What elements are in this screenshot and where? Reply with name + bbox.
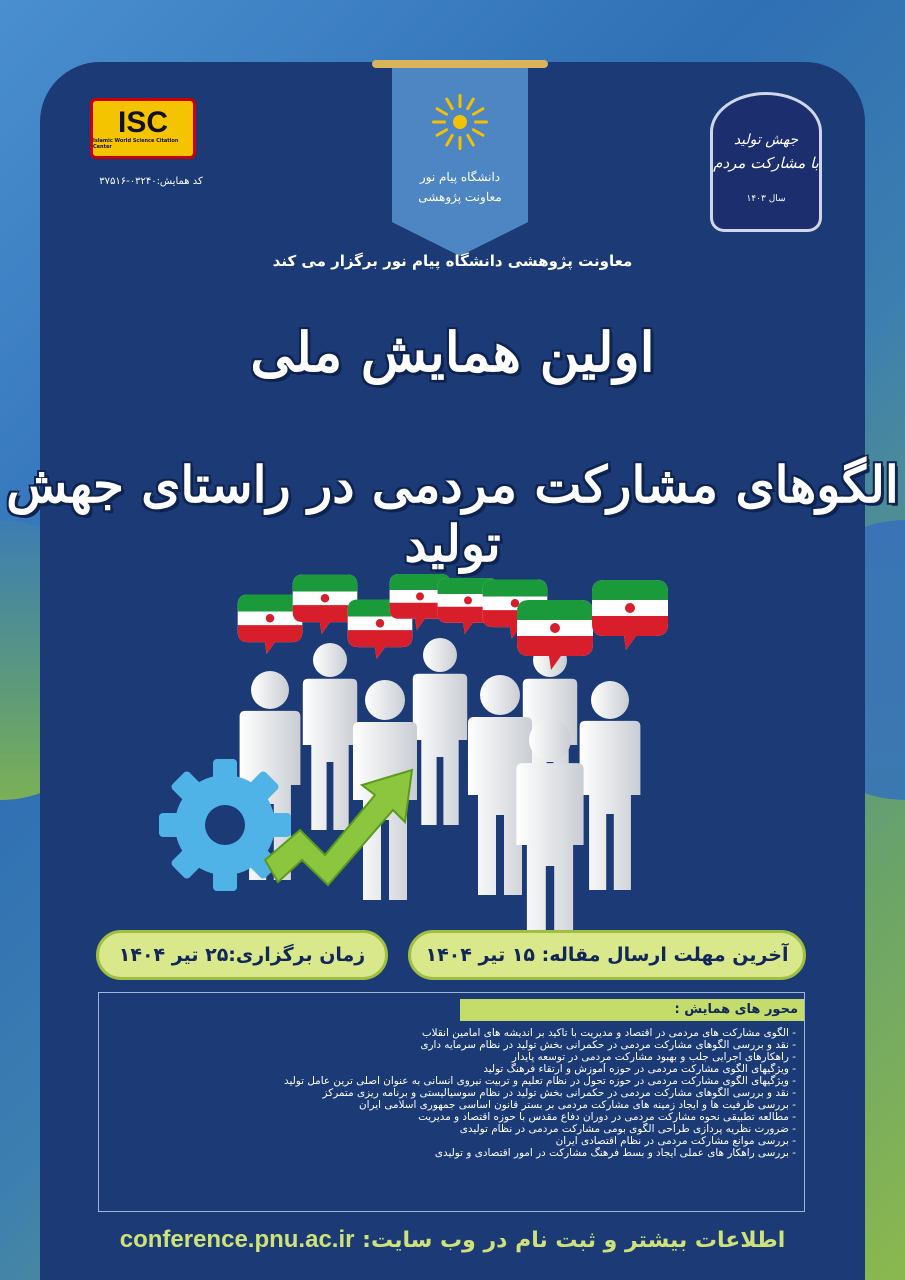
topic-item: - نقد و بررسی الگوهای مشارکت مردمی در حکمرانی بخش تولید در نظام سوسیالیستی و برنامه ریزی متمرکز <box>322 1087 796 1099</box>
footer <box>0 1226 905 1254</box>
title-line-1: اولین همایش ملی <box>250 320 655 384</box>
person-figure <box>580 681 641 890</box>
footer-label: اطلاعات بیشتر و ثبت نام در وب سایت: <box>362 1228 786 1253</box>
topic-item: - مطالعه تطبیقی نحوه مشارکت مردمی در دوران دفاع مقدس با حوزه اقتصاد و مدیریت <box>418 1111 796 1123</box>
topic-item: - ضرورت نظریه پردازی طراحی الگوی بومی مشارکت مردمی در نظام تولیدی <box>459 1123 796 1135</box>
website-link[interactable]: conference.pnu.ac.ir <box>119 1226 355 1253</box>
participation-illustration <box>150 560 750 930</box>
emblem-line-1: جهش تولید <box>733 132 799 148</box>
person-figure <box>303 643 357 830</box>
event-date-text: زمان برگزاری:۲۵ تیر ۱۴۰۴ <box>118 944 366 966</box>
emblem-line-2: با مشارکت مردم <box>713 154 819 172</box>
person-figure <box>413 638 467 825</box>
isc-logo-text: ISC <box>117 105 168 139</box>
submission-deadline-badge <box>408 930 806 980</box>
conference-code: کد همایش:۰۳۲۴۰-۳۷۵۱۶ <box>99 176 203 187</box>
topic-item: - ویژگیهای الگوی مشارکت مردمی در حوزه تحول در نظام تعلیم و تربیت نیروی انسانی به عنوان اصلی ترین عامل تولید <box>284 1075 796 1087</box>
topics-heading: محور های همایش : <box>460 999 804 1021</box>
organizer-text: معاونت پژوهشی دانشگاه پیام نور برگزار می کند <box>272 252 633 270</box>
topics-list <box>106 1027 796 1159</box>
university-banner <box>392 60 528 260</box>
banner-department-name: معاونت پژوهشی <box>418 190 502 204</box>
topic-item: - الگوی مشارکت های مردمی در اقتصاد و مدیریت با تاکید بر اندیشه های امامین انقلاب <box>421 1027 796 1039</box>
emblem-year: سال ۱۴۰۳ <box>746 194 786 204</box>
topics-box <box>98 992 805 1212</box>
topic-item: - بررسی موانع مشارکت مردمی در نظام اقتصادی ایران <box>555 1135 796 1147</box>
title-line-2: الگوهای مشارکت مردمی در راستای جهش تولید <box>6 455 899 573</box>
isc-logo <box>90 98 196 159</box>
isc-logo-subtitle: Islamic World Science Citation Center <box>93 137 179 150</box>
topic-item: - بررسی راهکار های عملی ایجاد و بسط فرهنگ مشارکت در امور اقتصادی و تولیدی <box>434 1147 796 1159</box>
event-date-badge <box>96 930 388 980</box>
topic-item: - بررسی ظرفیت ها و ایجاد زمینه های مشارکت مردمی بر بستر قانون اساسی جمهوری اسلامی ایران <box>359 1099 796 1111</box>
submission-deadline-text: آخرین مهلت ارسال مقاله: ۱۵ تیر ۱۴۰۴ <box>425 944 789 966</box>
topic-item: - راهکارهای اجرایی جلب و بهبود مشارکت مردمی در توسعه پایدار <box>511 1051 796 1063</box>
flag-bubble-icon <box>592 580 668 650</box>
flag-bubble-icon <box>293 575 358 635</box>
banner-rod <box>372 60 548 68</box>
banner-university-name: دانشگاه پیام نور <box>419 170 501 184</box>
topic-item: - نقد و بررسی الگوهای مشارکت مردمی در حکمرانی بخش تولید در نظام سرمایه داری <box>420 1039 796 1051</box>
flag-bubble-icon <box>238 595 303 655</box>
topic-item: - ویژگیهای الگوی مشارکت مردمی در حوزه آموزش و ارتقاء فرهنگ تولید <box>483 1063 796 1075</box>
flag-bubble-icon <box>517 600 593 670</box>
slogan-emblem <box>710 92 822 232</box>
pnu-sun-icon <box>430 92 490 152</box>
